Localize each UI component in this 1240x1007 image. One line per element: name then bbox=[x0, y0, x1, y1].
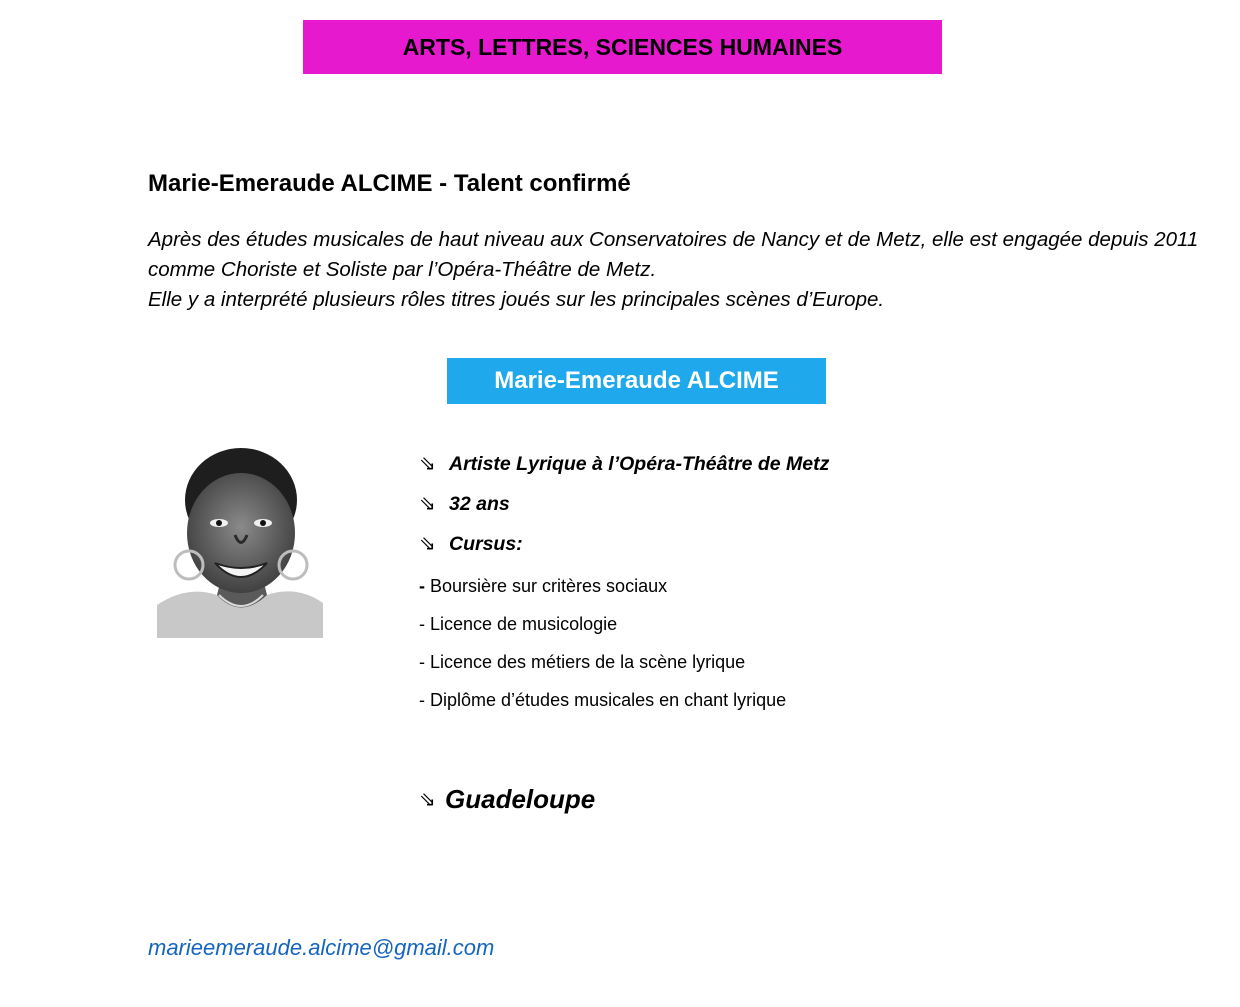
hollow-arrow-icon: ⇘ bbox=[419, 493, 436, 515]
intro-line-1: Après des études musicales de haut niveau aux Conservatoires de Nancy et de Metz, elle est engagée depuis 2011 comme Choriste et Soliste par l’Opéra-Théâtre de Metz. bbox=[148, 228, 1199, 281]
fact-text: Cursus: bbox=[449, 532, 523, 555]
hollow-arrow-icon: ⇘ bbox=[419, 788, 436, 811]
name-box-label: Marie-Emeraude ALCIME bbox=[494, 367, 779, 394]
fact-item bbox=[419, 490, 829, 518]
cursus-list bbox=[419, 574, 786, 726]
hollow-arrow-icon: ⇘ bbox=[419, 453, 436, 475]
profile-headline: Marie-Emeraude ALCIME - Talent confirmé bbox=[148, 170, 631, 197]
cursus-item: - Licence des métiers de la scène lyrique bbox=[419, 652, 746, 672]
cursus-item: - Diplôme d’études musicales en chant lyrique bbox=[419, 690, 787, 710]
cursus-item: - Boursière sur critères sociaux bbox=[419, 576, 668, 596]
fact-item bbox=[419, 530, 829, 558]
fact-item bbox=[419, 450, 829, 478]
portrait-photo bbox=[157, 445, 323, 638]
email-link[interactable]: marieemeraude.alcime@gmail.com bbox=[148, 935, 495, 960]
banner-title: ARTS, LETTRES, SCIENCES HUMAINES bbox=[402, 33, 843, 60]
hollow-arrow-icon: ⇘ bbox=[419, 533, 436, 555]
cursus-item: - Licence de musicologie bbox=[419, 614, 618, 634]
facts-list bbox=[419, 450, 829, 570]
intro-paragraph bbox=[148, 225, 1208, 315]
section-banner bbox=[303, 20, 942, 74]
region-line bbox=[419, 784, 595, 815]
fact-text: Artiste Lyrique à l’Opéra-Théâtre de Metz bbox=[449, 452, 830, 475]
name-box bbox=[447, 358, 826, 404]
region-text: Guadeloupe bbox=[445, 784, 596, 814]
cursus-dash: - bbox=[419, 576, 430, 596]
fact-text: 32 ans bbox=[449, 492, 510, 515]
intro-line-2: Elle y a interprété plusieurs rôles titres joués sur les principales scènes d’Europe. bbox=[148, 288, 885, 311]
